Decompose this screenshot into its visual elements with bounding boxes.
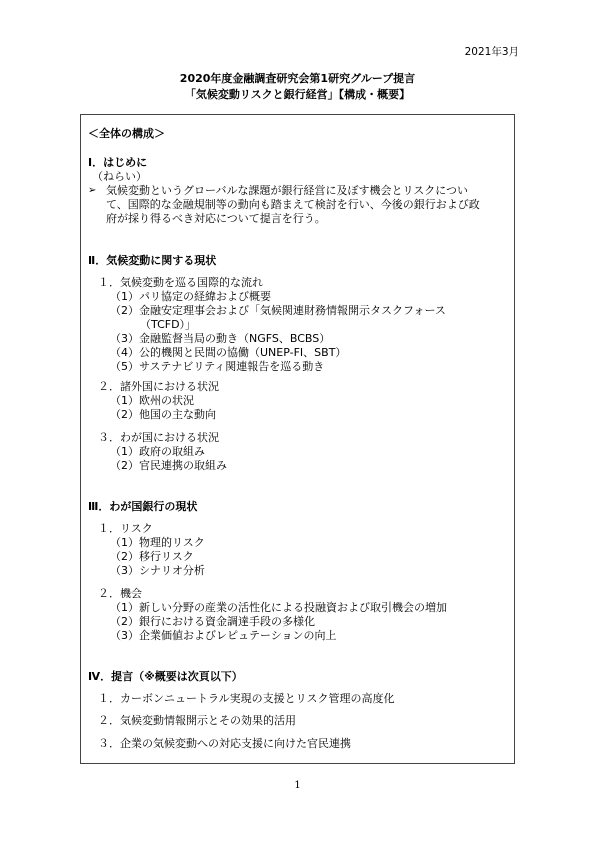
bullet-arrow-icon: ➢ [88,185,97,196]
list-item: （2）移行リスク [110,550,194,563]
section-2-sub-3: ３．わが国における状況 [98,431,219,444]
list-item: （1）パリ協定の経緯および概要 [110,290,271,303]
section-3-heading: Ⅲ．わが国銀行の現状 [88,500,198,513]
list-item: （1）欧州の状況 [110,394,194,407]
recommendation-item: ２．気候変動情報開示とその効果的活用 [98,714,296,727]
list-item: （2）官民連携の取組み [110,459,227,472]
section-4-heading: Ⅳ．提言（※概要は次頁以下） [88,670,243,683]
list-item: （3）金融監督当局の動き（NGFS、BCBS） [110,332,331,345]
section-2-heading: Ⅱ．気候変動に関する現状 [88,254,217,267]
aim-text-line: 気候変動というグローバルな課題が銀行経営に及ぼす機会とリスクについ [106,184,469,197]
list-item: （2）他国の主な動向 [110,408,216,421]
section-3-sub-1: １．リスク [98,522,153,535]
aim-text-line: 府が採り得るべき対応について提言を行う。 [106,212,326,225]
list-item: （1）新しい分野の産業の活性化による投融資および取引機会の増加 [110,601,447,614]
list-item: （2）金融安定理事会および「気候関連財務情報開示タスクフォース [110,304,446,317]
section-1-heading: Ⅰ．はじめに [88,156,148,169]
list-item: （TCFD）」 [140,318,197,331]
document-date: 2021年3月 [464,46,519,58]
list-item: （1）政府の取組み [110,445,205,458]
overall-structure-heading: ＜全体の構成＞ [88,127,165,140]
recommendation-item: ３．企業の気候変動への対応支援に向けた官民連携 [98,737,351,750]
page-number: 1 [294,780,301,791]
list-item: （1）物理的リスク [110,536,205,549]
list-item: （4）公的機関と民間の協働（UNEP-FI、SBT） [110,346,347,359]
list-item: （3）企業価値およびレピュテーションの向上 [110,629,337,642]
section-2-sub-1: １．気候変動を巡る国際的な流れ [98,276,263,289]
list-item: （3）シナリオ分析 [110,564,205,577]
list-item: （2）銀行における資金調達手段の多様化 [110,615,315,628]
document-title: 2020年度金融調査研究会第1研究グループ提言 [179,72,416,85]
section-3-sub-2: ２．機会 [98,587,142,600]
section-2-sub-2: ２．諸外国における状況 [98,380,219,393]
recommendation-item: １．カーボンニュートラル実現の支援とリスク管理の高度化 [98,692,395,705]
document-subtitle: 「気候変動リスクと銀行経営」【構成・概要】 [184,88,411,101]
aim-label: （ねらい） [92,170,147,183]
list-item: （5）サステナビリティ関連報告を巡る動き [110,360,325,373]
aim-text-line: て、国際的な金融規制等の動向も踏まえて検討を行い、今後の銀行および政 [106,198,480,211]
